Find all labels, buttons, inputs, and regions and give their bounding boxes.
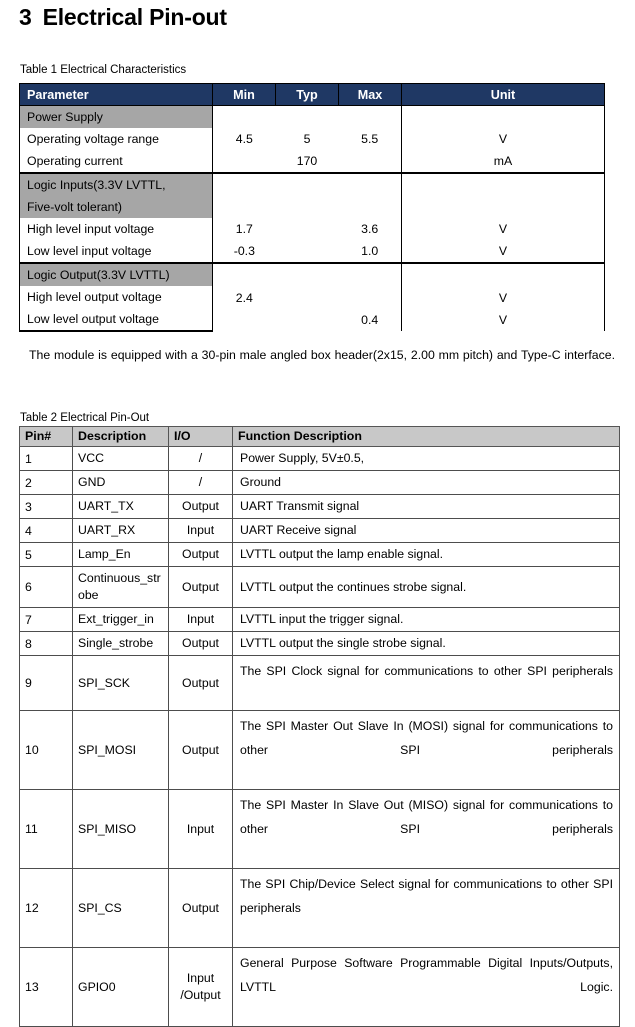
table1-parameter-name: High level output voltage — [20, 286, 213, 308]
table1-col-max: Max — [339, 84, 402, 106]
table-row — [20, 543, 620, 567]
table1-group-label: Logic Inputs(3.3V LVTTL, — [20, 173, 213, 196]
table2-function-description: LVTTL output the continues strobe signal. — [233, 567, 620, 608]
table2-pin-number: 5 — [20, 543, 73, 567]
table2-function-description: The SPI Master In Slave Out (MISO) signal for communications to other SPI peripherals — [233, 790, 620, 869]
table-row — [20, 519, 620, 543]
table2-pin-number: 10 — [20, 711, 73, 790]
table1-unit-value: mA — [493, 154, 513, 168]
table2-pin-number: 1 — [20, 447, 73, 471]
table1-unit-value: V — [498, 291, 508, 305]
table2-function-description: LVTTL input the trigger signal. — [233, 608, 620, 632]
electrical-characteristics-table — [19, 83, 605, 332]
table1-unit-value: V — [498, 222, 508, 236]
table1-min-value: 4.5 — [235, 132, 253, 146]
table2-pin-number: 12 — [20, 869, 73, 948]
table2-signal-name: Lamp_En — [73, 543, 169, 567]
table2-io-direction: / — [169, 471, 233, 495]
table-row — [20, 608, 620, 632]
table2-signal-name: SPI_SCK — [73, 656, 169, 711]
table2-col-pin: Pin# — [20, 427, 73, 447]
table2-signal-name: GPIO0 — [73, 948, 169, 1027]
section-number: 3 — [19, 4, 32, 30]
table1-col-parameter: Parameter — [20, 84, 213, 106]
table2-col-io: I/O — [169, 427, 233, 447]
table1-unit-value: V — [498, 244, 508, 258]
table2-pin-number: 8 — [20, 632, 73, 656]
table2-io-direction: Input — [169, 608, 233, 632]
table2-io-direction: Output — [169, 543, 233, 567]
table2-pin-number: 7 — [20, 608, 73, 632]
table2-function-description: The SPI Chip/Device Select signal for communications to other SPI peripherals — [233, 869, 620, 948]
table2-signal-name: SPI_MISO — [73, 790, 169, 869]
table2-io-direction: Output — [169, 567, 233, 608]
table1-typ-value: 170 — [296, 154, 318, 168]
table-row — [20, 567, 620, 608]
table2-function-description: The SPI Master Out Slave In (MOSI) signal for communications to other SPI peripherals — [233, 711, 620, 790]
table-row — [20, 471, 620, 495]
table2-signal-name: SPI_MOSI — [73, 711, 169, 790]
table1-unit-value: V — [498, 132, 508, 146]
table2-function-description: LVTTL output the lamp enable signal. — [233, 543, 620, 567]
table2-caption: Table 2 Electrical Pin-Out — [20, 412, 150, 424]
table-row — [20, 869, 620, 948]
section-title-text: Electrical Pin-out — [42, 4, 227, 30]
table2-io-direction: Input — [169, 790, 233, 869]
table2-function-description: Ground — [233, 471, 620, 495]
table1-units-cell — [402, 263, 605, 331]
table1-parameter-name: Operating voltage range — [20, 128, 213, 150]
table2-signal-name: SPI_CS — [73, 869, 169, 948]
table2-col-function: Function Description — [233, 427, 620, 447]
table1-unit-value: V — [498, 313, 508, 327]
table-row — [20, 948, 620, 1027]
table2-io-direction: Output — [169, 632, 233, 656]
table-row — [20, 711, 620, 790]
table1-max-value: 3.6 — [361, 222, 379, 236]
table2-signal-name: Continuous_strobe — [73, 567, 169, 608]
table2-pin-number: 11 — [20, 790, 73, 869]
table1-units-cell — [402, 106, 605, 174]
table2-io-direction: / — [169, 447, 233, 471]
table1-header-row — [20, 84, 605, 106]
table2-pin-number: 4 — [20, 519, 73, 543]
table2-function-description: Power Supply, 5V±0.5, — [233, 447, 620, 471]
table2-function-description: UART Transmit signal — [233, 495, 620, 519]
table1-parameter-name: Low level output voltage — [20, 308, 213, 331]
table2-io-direction: Output — [169, 711, 233, 790]
table1-values-cell — [213, 173, 402, 263]
table1-min-value: 1.7 — [235, 222, 253, 236]
electrical-pinout-table — [19, 426, 620, 1027]
table2-io-direction: Input /Output — [169, 948, 233, 1027]
table1-max-value: 0.4 — [361, 313, 379, 327]
table2-signal-name: Ext_trigger_in — [73, 608, 169, 632]
page-title — [19, 4, 227, 31]
table1-values-cell — [213, 263, 402, 331]
table1-group-label: Power Supply — [20, 106, 213, 129]
table2-signal-name: UART_RX — [73, 519, 169, 543]
table1-col-typ: Typ — [276, 84, 339, 106]
table1-caption: Table 1 Electrical Characteristics — [20, 64, 187, 76]
table1-parameter-name: Operating current — [20, 150, 213, 173]
table2-function-description: The SPI Clock signal for communications to other SPI peripherals — [233, 656, 620, 711]
table2-pin-number: 9 — [20, 656, 73, 711]
table1-units-cell — [402, 173, 605, 263]
table1-max-value: 5.5 — [361, 132, 379, 146]
table1-parameter-name: Low level input voltage — [20, 240, 213, 263]
table2-io-direction: Output — [169, 495, 233, 519]
table2-signal-name: VCC — [73, 447, 169, 471]
table-row — [20, 447, 620, 471]
table2-io-direction: Output — [169, 656, 233, 711]
table-row — [20, 632, 620, 656]
table1-parameter-name: High level input voltage — [20, 218, 213, 240]
table2-header-row — [20, 427, 620, 447]
table1-min-value: 2.4 — [235, 291, 253, 305]
table2-function-description: General Purpose Software Programmable Digital Inputs/Outputs, LVTTL Logic. — [233, 948, 620, 1027]
table2-io-direction: Output — [169, 869, 233, 948]
table2-function-description: LVTTL output the single strobe signal. — [233, 632, 620, 656]
table1-group-label: Logic Output(3.3V LVTTL) — [20, 263, 213, 286]
table2-pin-number: 2 — [20, 471, 73, 495]
table1-max-value: 1.0 — [361, 244, 379, 258]
table2-pin-number: 6 — [20, 567, 73, 608]
table2-signal-name: UART_TX — [73, 495, 169, 519]
module-description-paragraph: The module is equipped with a 30-pin male angled box header(2x15, 2.00 mm pitch) and Type-C interface. — [29, 348, 615, 362]
table1-min-value: -0.3 — [233, 244, 255, 258]
table1-col-unit: Unit — [402, 84, 605, 106]
table2-pin-number: 13 — [20, 948, 73, 1027]
table2-col-description: Description — [73, 427, 169, 447]
table1-values-cell — [213, 106, 402, 174]
table2-signal-name: Single_strobe — [73, 632, 169, 656]
table-row — [20, 495, 620, 519]
table2-signal-name: GND — [73, 471, 169, 495]
table-row — [20, 790, 620, 869]
table-row — [20, 656, 620, 711]
table2-io-direction: Input — [169, 519, 233, 543]
table1-typ-value: 5 — [303, 132, 311, 146]
table2-pin-number: 3 — [20, 495, 73, 519]
table1-col-min: Min — [213, 84, 276, 106]
table1-group-label: Five-volt tolerant) — [20, 196, 213, 218]
table2-function-description: UART Receive signal — [233, 519, 620, 543]
